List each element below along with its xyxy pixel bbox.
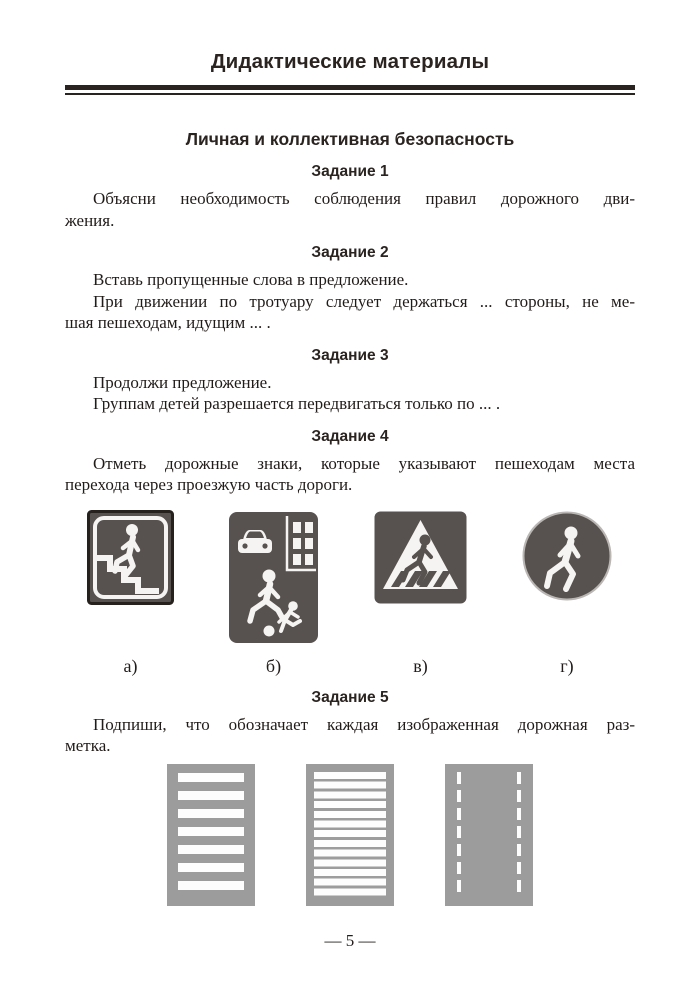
task-2-text-line: шая пешеходам, идущим ... .	[65, 313, 271, 332]
road-signs-row	[65, 510, 635, 676]
sign-option-v	[373, 510, 468, 676]
task-4-text-line: Отметь дорожные знаки, которые указывают пешеходам места	[93, 453, 635, 473]
sign-option-g	[521, 510, 613, 676]
pedestrian-crossing-warning-sign-icon	[373, 510, 468, 610]
task-5-title: Задание 5	[311, 688, 389, 706]
task-3-text-line: Группам детей разрешается передвигаться только по ... .	[93, 394, 501, 413]
page-header: Дидактические материалы	[210, 50, 490, 73]
sign-option-a	[87, 510, 174, 676]
task-1-text-line: Объясни необходимость соблюдения правил дорожного дви-	[93, 189, 635, 208]
sign-option-b-label: б)	[265, 655, 282, 676]
task-1-text-line: жения.	[65, 210, 115, 230]
task-3-text-line: Продолжи предложение.	[93, 372, 272, 392]
task-3-title: Задание 3	[311, 346, 389, 364]
road-markings-row	[65, 764, 635, 906]
task-4	[65, 428, 635, 676]
task-2-text-line: Вставь пропущенные слова в предложение.	[93, 270, 409, 289]
task-4-text-line: перехода через проезжую часть дороги.	[65, 475, 353, 494]
task-3	[65, 347, 635, 415]
task-5	[65, 689, 635, 906]
task-2	[65, 244, 635, 334]
dashed-edge-lines-marking-icon	[445, 764, 533, 906]
task-5-text-line: Подпиши, что обозначает каждая изображенная дорожная раз-	[93, 714, 635, 734]
residential-zone-sign-icon	[227, 510, 320, 650]
task-1	[65, 163, 635, 231]
sign-option-a-label: а)	[123, 655, 138, 676]
underground-pedestrian-crossing-sign-icon	[87, 510, 174, 610]
section-title: Личная и коллективная безопасность	[185, 129, 515, 149]
task-4-title: Задание 4	[311, 427, 389, 445]
pedestrian-path-sign-icon	[521, 510, 613, 607]
sign-option-v-label: в)	[413, 655, 428, 676]
ladder-crosswalk-marking-icon	[306, 764, 394, 906]
page-number: — 5 —	[324, 930, 376, 950]
header-rule	[65, 85, 635, 95]
task-1-title: Задание 1	[311, 163, 389, 180]
zebra-crosswalk-marking-icon	[167, 764, 255, 906]
sign-option-g-label: г)	[560, 655, 574, 676]
task-2-text-line: При движении по тротуару следует держаться ... стороны, не ме-	[93, 291, 635, 311]
sign-option-b	[227, 510, 320, 676]
task-2-title: Задание 2	[311, 244, 389, 261]
task-5-text-line: метка.	[65, 736, 111, 755]
